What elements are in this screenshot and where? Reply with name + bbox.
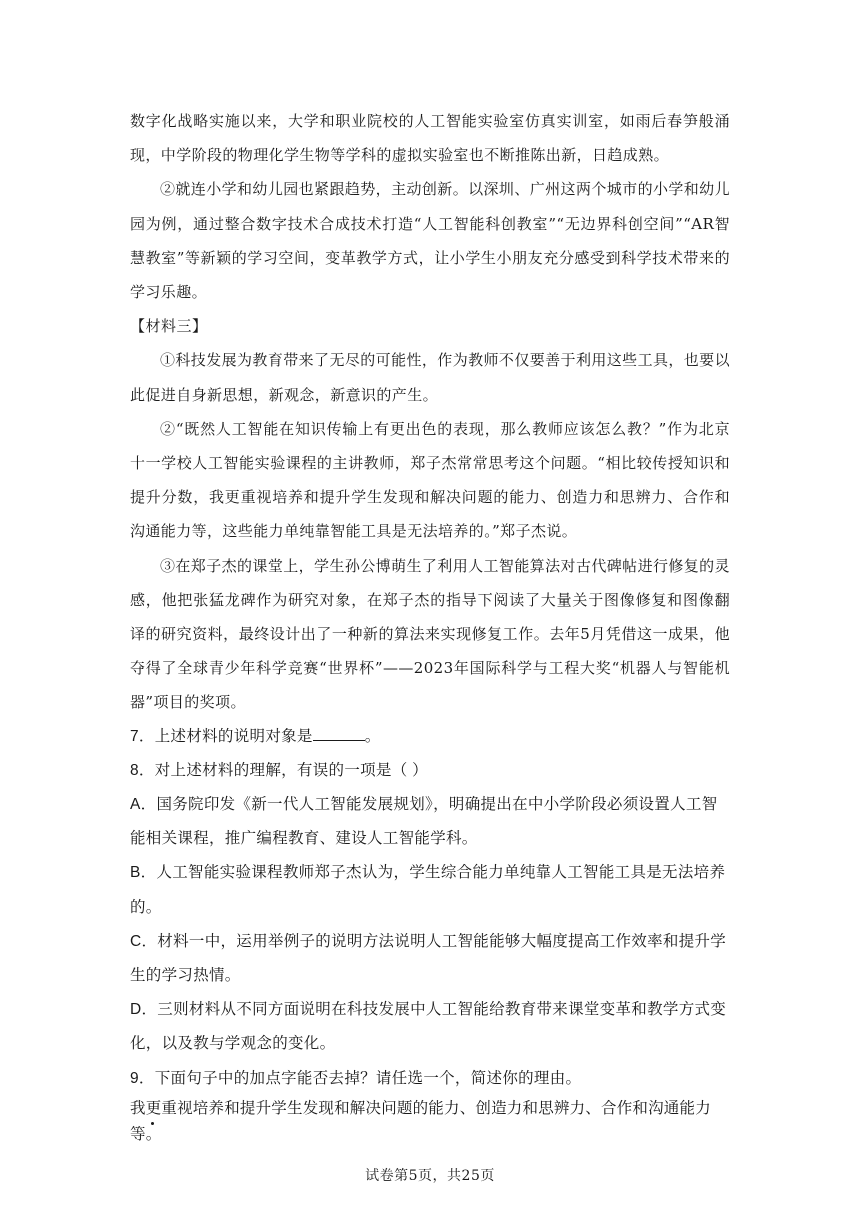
question-7-text: 7．上述材料的说明对象是 [130,727,313,745]
question-8-option-a: A．国务院印发《新一代人工智能发展规划》，明确提出在中小学阶段必须设置人工智能相关课程，推广编程教育、建设人工智能学科。 [130,796,718,848]
question-8-stem: 8．对上述材料的理解，有误的一项是（ ） [130,761,428,779]
material3-paragraph-3: ③在郑子杰的课堂上，学生孙公博萌生了利用人工智能算法对古代碑帖进行修复的灵感，他把张猛龙碑作为研究对象，在郑子杰的指导下阅读了大量关于图像修复和图像翻译的研究资料，最终设计出了一种新的算法来实现修复工作。去年5月凭借这一成果，他夺得了全球青少年科学竞赛“世界杯”——2023年国际科学与工程大奖“机器人与智能机器”项目的奖项。 [130,556,730,712]
material2-paragraph-2: ②就连小学和幼儿园也紧跟趋势，主动创新。以深圳、广州这两个城市的小学和幼儿园为例，通过整合数字技术合成技术打造“人工智能科创教室”“无边界科创空间”“AR智慧教室”等新颖的学习空间，变革教学方式，让小学生小朋友充分感受到科学技术带来的学习乐趣。 [130,180,730,302]
answer-blank[interactable] [313,726,365,741]
emphasis-dot-marker [151,1122,154,1125]
question-9-stem: 9．下面句子中的加点字能否去掉？请任选一个，简述你的理由。 [130,1069,582,1087]
document-body [130,104,730,1148]
question-7 [130,720,730,754]
question-9-sentence [130,1096,730,1148]
material3-paragraph-1: ①科技发展为教育带来了无尽的可能性，作为教师不仅要善于利用这些工具，也要以此促进自身新思想，新观念，新意识的产生。 [130,351,730,404]
page-footer: 试卷第5页，共25页 [365,1168,495,1184]
question-9-sentence-text: 我更重视培养和提升学生发现和解决问题的能力、创造力和思辨力、合作和沟通能力等。 [130,1099,711,1143]
question-8-option-b: B．人工智能实验课程教师郑子杰认为，学生综合能力单纯靠人工智能工具是无法培养的。 [130,864,726,916]
material3-paragraph-2: ②“既然人工智能在知识传输上有更出色的表现，那么教师应该怎么教？”作为北京十一学校人工智能实验课程的主讲教师，郑子杰常常思考这个问题。“相比较传授知识和提升分数，我更重视培养和提升学生发现和解决问题的能力、创造力和思辨力、合作和沟通能力等，这些能力单纯靠智能工具是无法培养的。”郑子杰说。 [130,419,730,541]
question-8-option-c: C．材料一中，运用举例子的说明方法说明人工智能能够大幅度提高工作效率和提升学生的学习热情。 [130,932,727,985]
question-8-option-d: D．三则材料从不同方面说明在科技发展中人工智能给教育带来课堂变革和教学方式变化，以及教与学观念的变化。 [130,1001,727,1053]
material2-paragraph-1-continued: 数字化战略实施以来，大学和职业院校的人工智能实验室仿真实训室，如雨后春笋般涌现，中学阶段的物理化学生物等学科的虚拟实验室也不断推陈出新，日趋成熟。 [130,112,730,165]
material3-heading: 【材料三】 [130,317,208,336]
question-7-end: 。 [364,727,381,745]
